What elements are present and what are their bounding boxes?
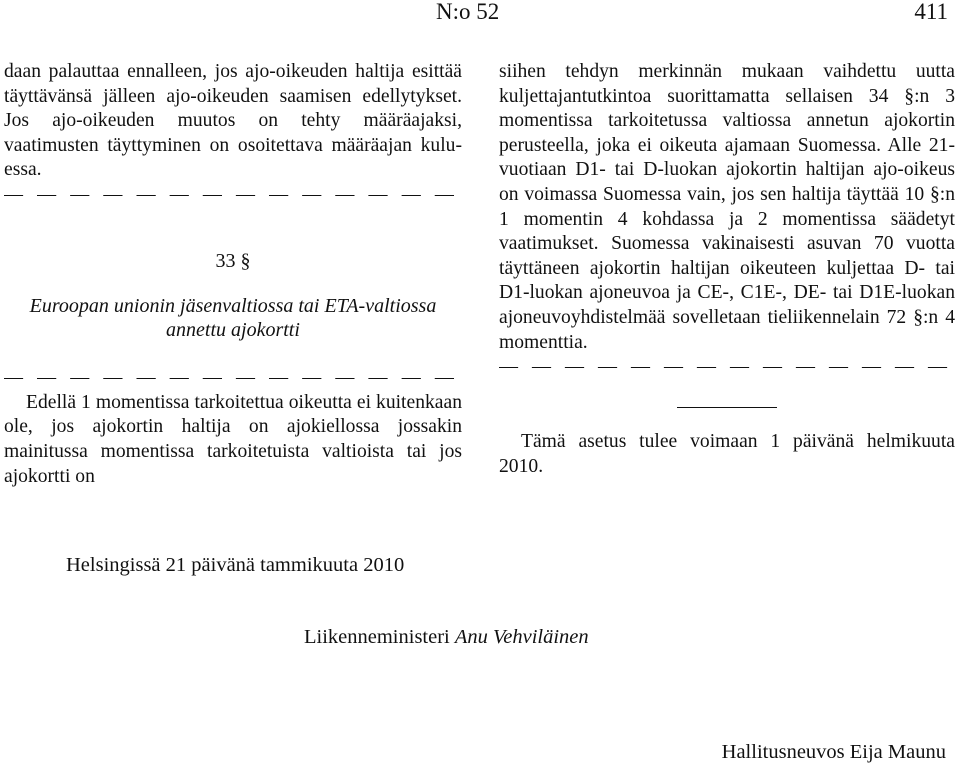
page-number: 411 bbox=[914, 0, 948, 24]
publication-number: N:o 52 bbox=[436, 0, 500, 24]
omission-line: — — — — — — — — — — — — — — bbox=[4, 183, 454, 205]
minister-name: Anu Vehviläinen bbox=[454, 626, 589, 648]
left-column bbox=[4, 60, 462, 489]
section-end-rule bbox=[677, 407, 777, 408]
omission-line: — — — — — — — — — — — — — — bbox=[499, 355, 947, 377]
left-para-continued: daan palauttaa ennalleen, jos ajo-oikeuden haltija esittää täyttävänsä jälleen ajo-oikeuden saamisen edellytykset. Jos ajo-oikeuden muutos on tehty määräajaksi, vaatimusten täyttyminen on osoitettava määräajan kuluessa. bbox=[4, 61, 462, 181]
official-signature: Hallitusneuvos Eija Maunu bbox=[721, 741, 946, 763]
left-para-1: Edellä 1 momentissa tarkoitettua oikeutta ei kuitenkaan ole, jos ajokortin haltija on ajokiellossa jossakin mainitussa momentissa tarkoitetuista valtioista tai jos ajokortti on bbox=[4, 391, 462, 487]
minister-signature bbox=[304, 626, 589, 649]
right-column bbox=[499, 60, 955, 479]
section-number: 33 § bbox=[215, 249, 251, 272]
section-title: Euroopan unionin jäsenvaltiossa tai ETA-valtiossa annettu ajokortti bbox=[29, 294, 437, 342]
minister-title: Liikenneministeri bbox=[304, 626, 450, 648]
place-and-date: Helsingissä 21 päivänä tammikuuta 2010 bbox=[66, 554, 405, 576]
omission-line: — — — — — — — — — — — — — — bbox=[4, 367, 454, 389]
page-header bbox=[0, 0, 960, 32]
right-para-continued: siihen tehdyn merkinnän mukaan vaihdettu uutta kuljettajantutkintoa suorittamatta sellaisen 34 §:n 3 momentissa tarkoitetussa valtiossa annetun ajokortin perusteella, joka ei oikeuta ajamaan Suomessa. Alle 21-vuotiaan D1- tai D-luokan ajokortin haltijan ajo-oikeus on voimassa Suomessa vain, jos sen haltija täyttää 10 §:n 1 momentin 4 kohdassa ja 2 momentissa säädetyt vaatimukset. Suomessa vakinaisesti asuvan 70 vuotta täyttäneen ajokortin haltijan oikeuteen kuljettaa D- tai D1-luokan ajoneuvoa ja CE-, C1E-, DE- tai D1E-luokan ajoneuvoyhdistelmää sovelletaan tieliikennelain 72 §:n 4 momenttia. bbox=[499, 61, 955, 353]
entry-into-force: Tämä asetus tulee voimaan 1 päivänä helmikuuta 2010. bbox=[499, 431, 955, 477]
